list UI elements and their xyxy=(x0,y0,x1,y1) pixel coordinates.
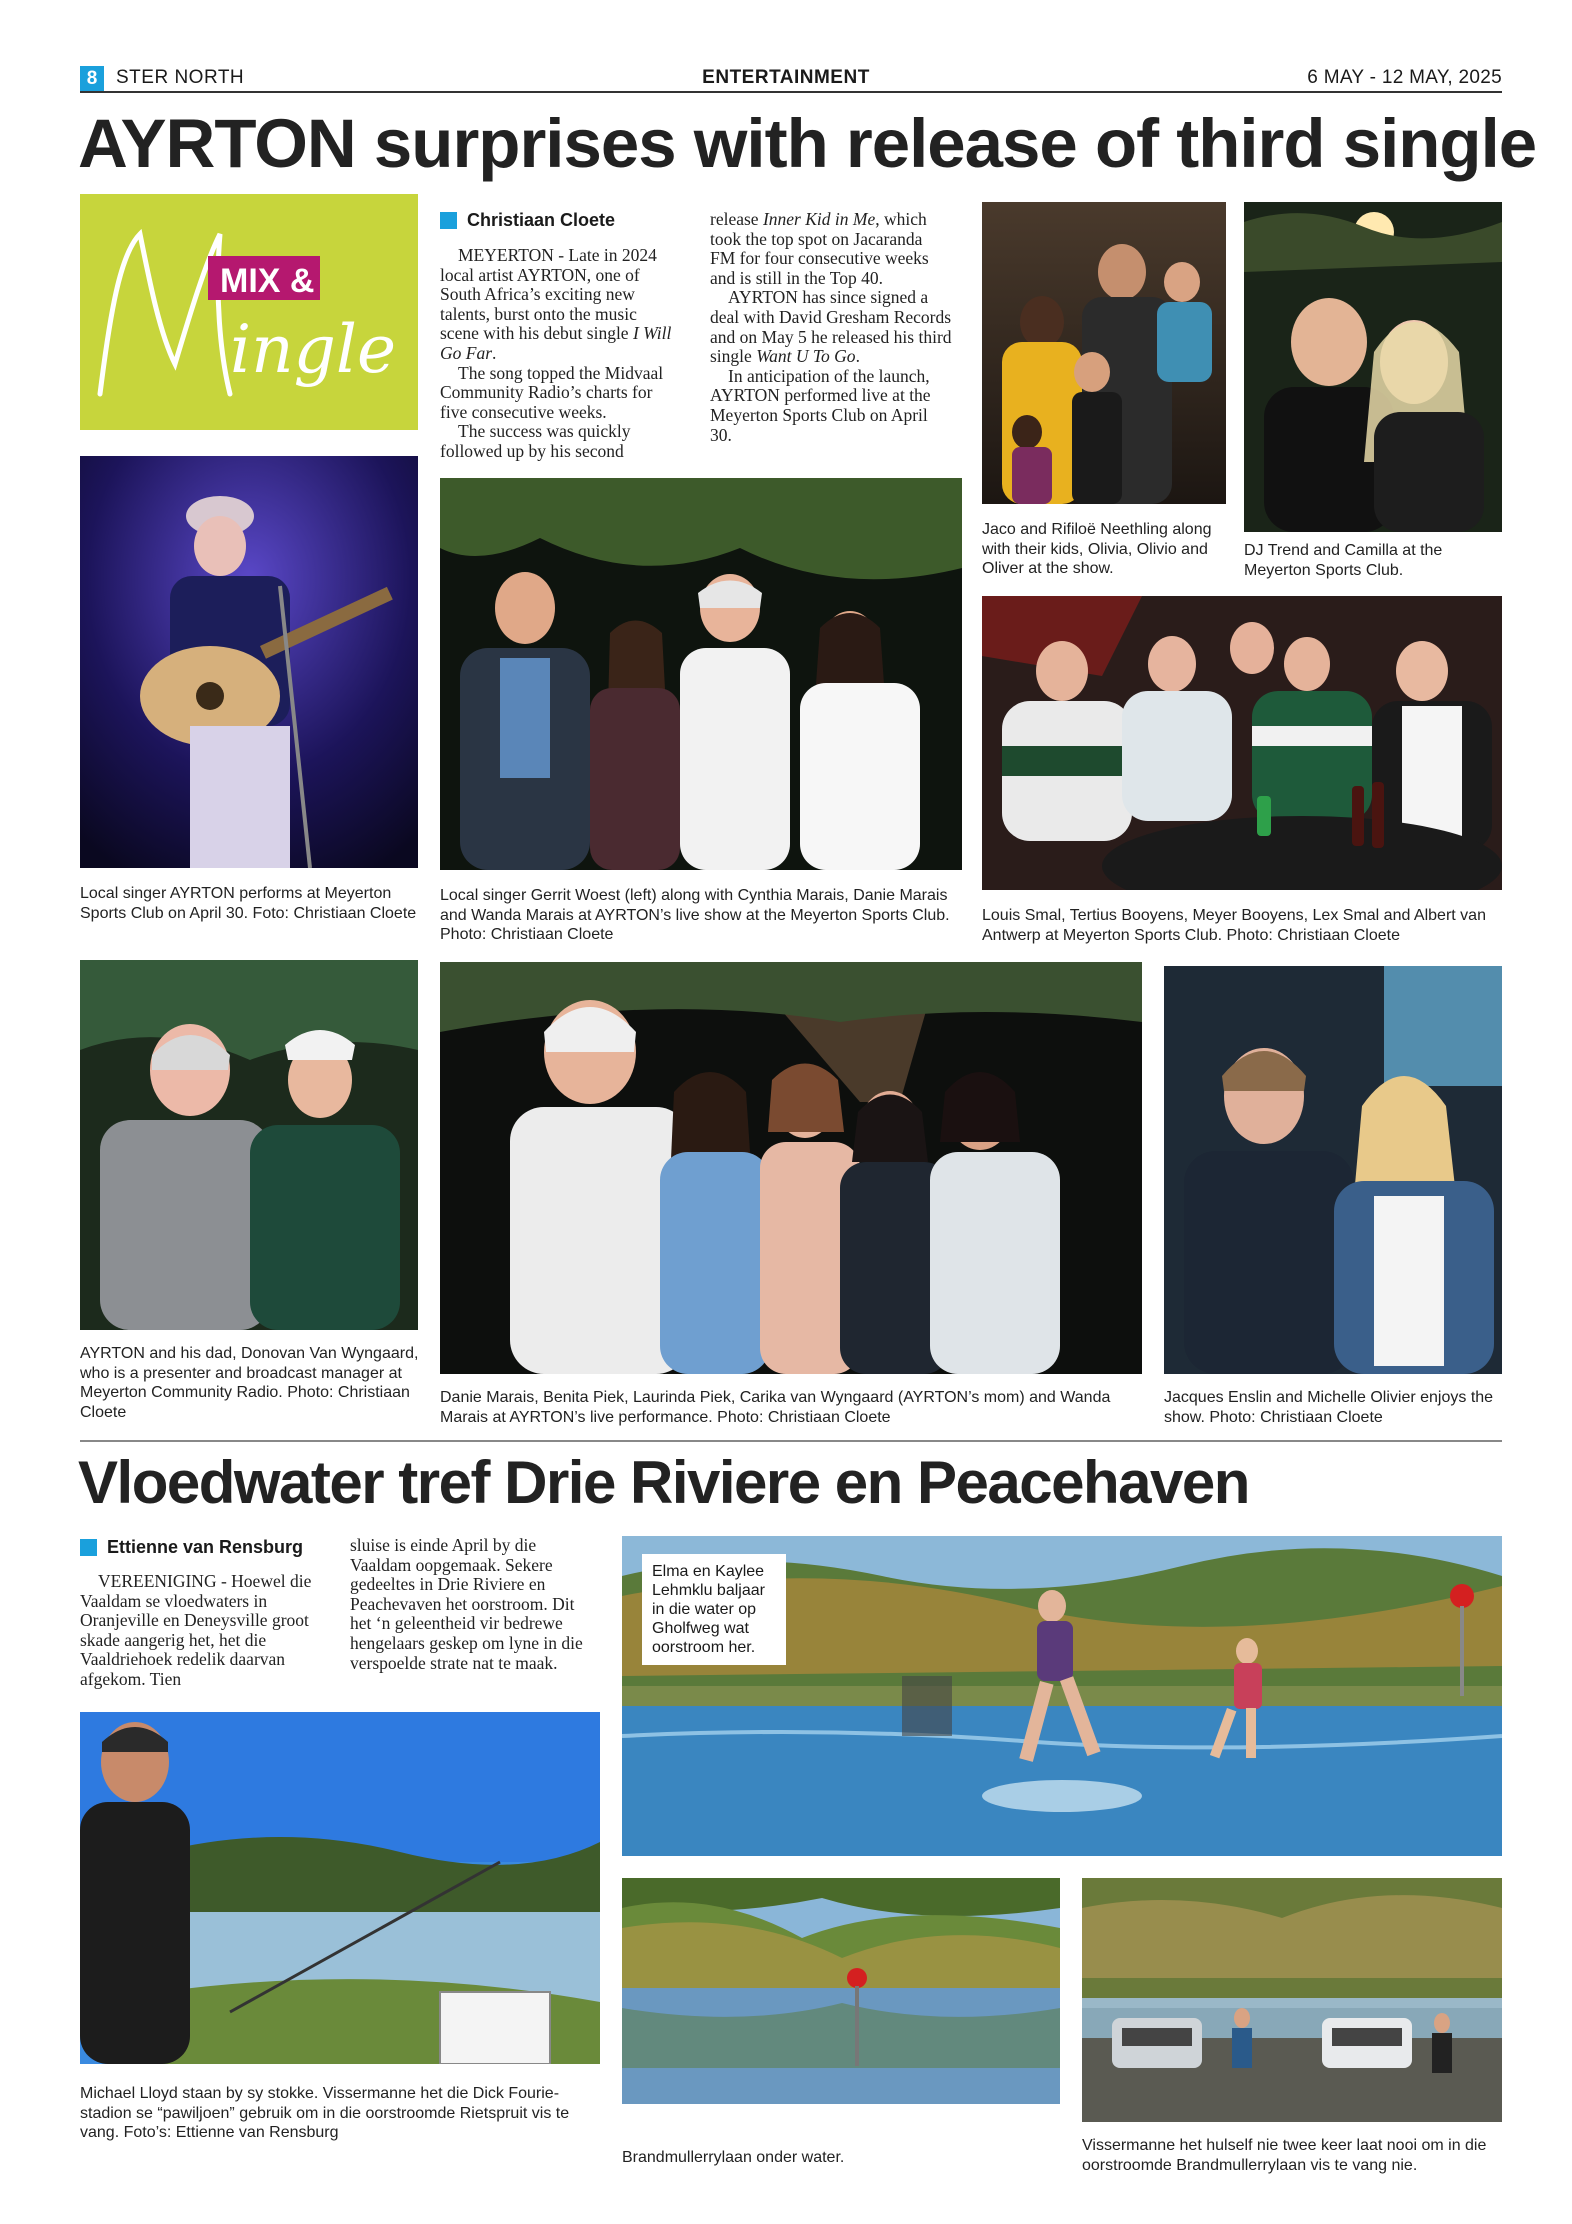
paragraph: The song topped the Midvaal Community Radio’s charts for five consecutive weeks. xyxy=(440,362,664,422)
logo-ingle-text: ingle xyxy=(230,311,397,388)
paragraph: AYRTON has since signed a deal with David Gresham Records and on May 5 he released his third single Want U To Go. xyxy=(710,287,952,367)
caption-dj-trend: DJ Trend and Camilla at the Meyerton Sports Club. xyxy=(1244,542,1443,579)
byline-name: Ettienne van Rensburg xyxy=(107,1537,304,1557)
article1-headline: AYRTON surprises with release of third single xyxy=(78,105,1537,182)
photo-michael-lloyd xyxy=(80,1712,600,2064)
paragraph: In anticipation of the launch, AYRTON performed live at the Meyerton Sports Club on April 30. xyxy=(710,365,931,445)
caption-jaco-family: Jaco and Rifiloë Neethling along with their kids, Olivia, Olivio and Oliver at the show. xyxy=(982,521,1212,577)
caption-ayrton-and-dad: AYRTON and his dad, Donovan Van Wyngaard, who is a presenter and broadcast manager at Meyerton Community Radio. Photo: Christiaan Cloete xyxy=(80,1345,419,1421)
photo-gerrit-woest-group xyxy=(440,478,962,870)
byline-name: Christiaan Cloete xyxy=(467,210,616,230)
header-rule xyxy=(80,91,1502,93)
publication-name: STER NORTH xyxy=(116,67,245,88)
issue-date: 6 MAY - 12 MAY, 2025 xyxy=(1307,67,1502,88)
photo-ayrton-and-dad xyxy=(80,960,418,1330)
byline-marker xyxy=(440,212,457,229)
article2-byline xyxy=(80,1537,303,1558)
caption-michael-lloyd: Michael Lloyd staan by sy stokke. Vissermanne het die Dick Fourie-stadion se “pawiljoen” gebruik om in die oorstroomde Rietspruit vis te vang. Foto’s: Ettienne van Rensburg xyxy=(80,2085,570,2141)
photo-louis-smal-group xyxy=(982,596,1502,890)
article1-column-1 xyxy=(440,246,672,462)
photo-dj-trend xyxy=(1244,202,1502,532)
paragraph: MEYERTON - Late in 2024 local artist AYRTON, one of South Africa’s exciting new talents, burst onto the music scene with his debut single I Will Go Far. xyxy=(440,245,672,363)
photo-danie-marais-group xyxy=(440,962,1142,1374)
paragraph: VEREENIGING - Hoewel die Vaaldam se vloedwaters in Oranjeville en Deneysville groot skade aangerig het, het die Vaaldriehoek redelik daarvan afgekom. Tien xyxy=(80,1571,312,1689)
caption-brandmullerrylaan: Brandmullerrylaan onder water. xyxy=(622,2149,845,2166)
article1-column-2 xyxy=(710,210,952,445)
caption-singer: Local singer AYRTON performs at Meyerton Sports Club on April 30. Foto: Christiaan Cloete xyxy=(80,885,417,922)
photo-jacques-enslin xyxy=(1164,966,1502,1374)
inset-photo-note: Elma en Kaylee Lehmklu baljaar in die water op Gholfweg wat oorstroom her. xyxy=(642,1554,786,1665)
caption-vissermanne: Vissermanne het hulself nie twee keer laat nooi om in die oorstroomde Brandmullerrylaan vis te vang nie. xyxy=(1082,2137,1487,2174)
byline-marker xyxy=(80,1539,97,1556)
paragraph: The success was quickly followed up by his second xyxy=(440,421,631,461)
caption-gerrit-woest: Local singer Gerrit Woest (left) along with Cynthia Marais, Danie Marais and Wanda Marais at AYRTON’s live show at the Meyerton Sports Club. Photo: Christiaan Cloete xyxy=(440,887,950,943)
mix-and-mingle-logo xyxy=(80,194,418,430)
paragraph: release Inner Kid in Me, which took the top spot on Jacaranda FM for four consecutive weeks and is still in the Top 40. xyxy=(710,209,929,288)
article2-headline: Vloedwater tref Drie Riviere en Peacehaven xyxy=(78,1449,1249,1516)
photo-vissermanne-road xyxy=(1082,1878,1502,2122)
photo-brandmullerrylaan-flooded xyxy=(622,1878,1060,2104)
article2-column-1 xyxy=(80,1572,312,1690)
caption-louis-smal: Louis Smal, Tertius Booyens, Meyer Booyens, Lex Smal and Albert van Antwerp at Meyerton Sports Club. Photo: Christiaan Cloete xyxy=(982,907,1486,944)
article2-column-2 xyxy=(350,1536,592,1673)
section-title: ENTERTAINMENT xyxy=(702,67,870,88)
logo-mix-text: MIX & xyxy=(220,262,315,300)
caption-jacques-enslin: Jacques Enslin and Michelle Olivier enjoys the show. Photo: Christiaan Cloete xyxy=(1164,1389,1494,1426)
paragraph: sluise is einde April by die Vaaldam oopgemaak. Sekere gedeeltes in Drie Riviere en Peachevaven het oorstroom. Dit het ‘n geleentheid vir bedrewe hengelaars geskep om lyne in die verspoelde strate nat te maak. xyxy=(350,1535,583,1673)
photo-jaco-family xyxy=(982,202,1226,504)
article-divider xyxy=(80,1440,1502,1442)
article1-byline xyxy=(440,210,615,231)
caption-danie-marais: Danie Marais, Benita Piek, Laurinda Piek, Carika van Wyngaard (AYRTON’s mom) and Wanda Marais at AYRTON’s live performance. Photo: Christiaan Cloete xyxy=(440,1389,1111,1426)
photo-singer-performing xyxy=(80,456,418,868)
page-number: 8 xyxy=(80,66,104,92)
